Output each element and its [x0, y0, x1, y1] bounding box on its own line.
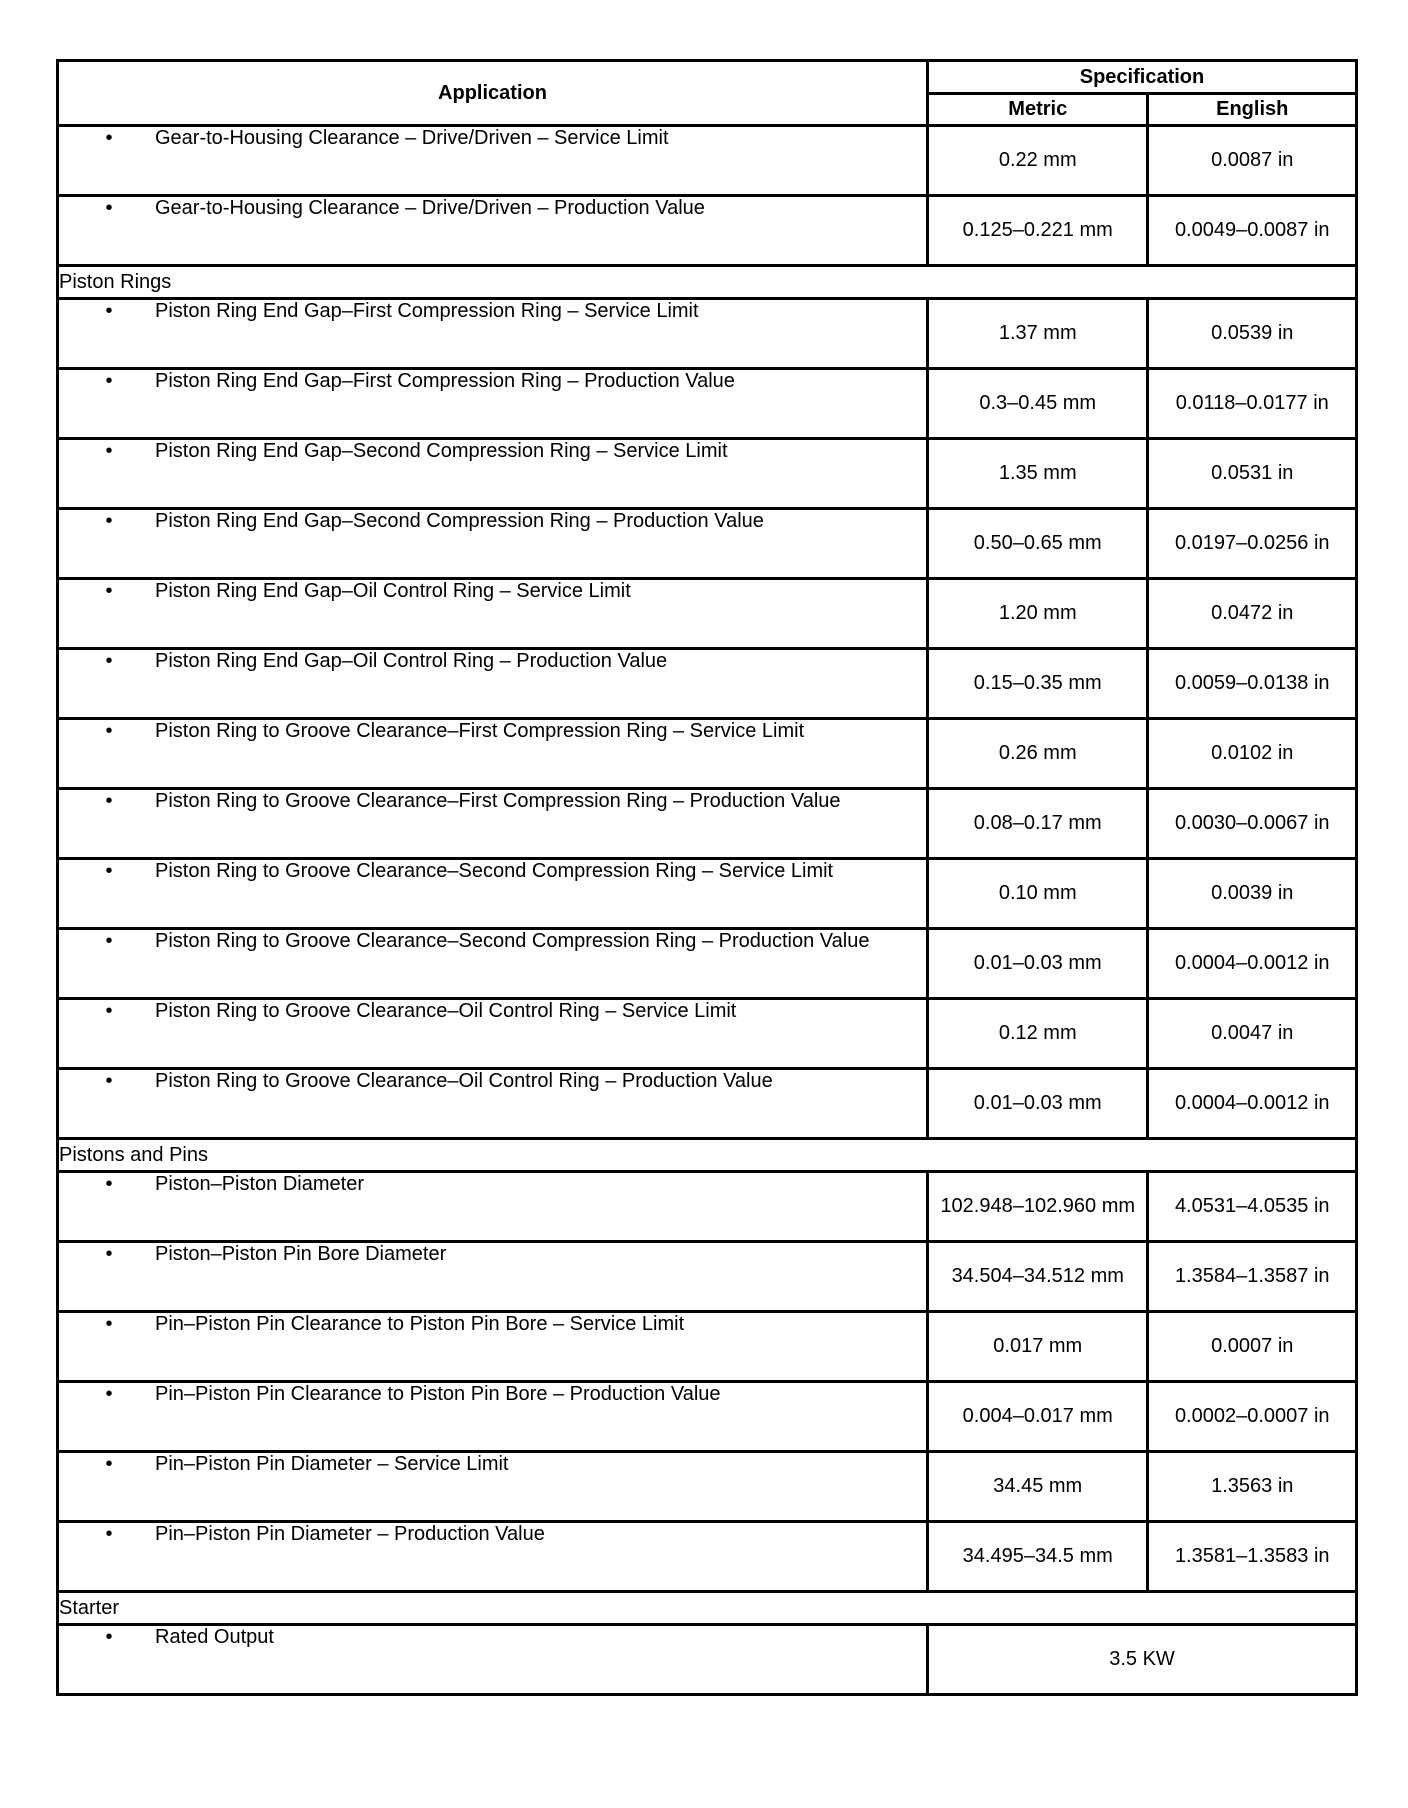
bullet-icon: • [105, 790, 113, 812]
metric-value: 0.50–0.65 mm [927, 509, 1148, 579]
metric-header: Metric [927, 94, 1148, 126]
application-label: Pin–Piston Pin Clearance to Piston Pin Bore – Service Limit [155, 1313, 685, 1335]
application-cell [58, 1522, 928, 1592]
application-label: Rated Output [155, 1626, 274, 1648]
table-row [58, 1172, 1357, 1242]
application-label: Piston Ring to Groove Clearance–Second Compression Ring – Production Value [155, 930, 870, 952]
bullet-icon: • [105, 127, 113, 149]
application-cell [58, 369, 928, 439]
application-cell [58, 1382, 928, 1452]
english-value: 0.0039 in [1148, 859, 1357, 929]
english-value: 1.3584–1.3587 in [1148, 1242, 1357, 1312]
application-cell [58, 1069, 928, 1139]
bullet-icon: • [105, 1070, 113, 1092]
section-label: Starter [58, 1592, 1357, 1625]
bullet-icon: • [105, 1523, 113, 1545]
table-row [58, 1312, 1357, 1382]
application-cell [58, 509, 928, 579]
application-label: Pin–Piston Pin Clearance to Piston Pin Bore – Production Value [155, 1383, 721, 1405]
metric-value: 0.017 mm [927, 1312, 1148, 1382]
application-cell [58, 299, 928, 369]
table-row [58, 1452, 1357, 1522]
metric-value: 34.495–34.5 mm [927, 1522, 1148, 1592]
bullet-icon: • [105, 197, 113, 219]
table-row [58, 196, 1357, 266]
english-value: 1.3581–1.3583 in [1148, 1522, 1357, 1592]
application-cell [58, 719, 928, 789]
section-row [58, 1592, 1357, 1625]
section-row [58, 1139, 1357, 1172]
english-value: 0.0002–0.0007 in [1148, 1382, 1357, 1452]
application-label: Piston Ring End Gap–First Compression Ring – Service Limit [155, 300, 699, 322]
metric-value: 0.3–0.45 mm [927, 369, 1148, 439]
english-value: 0.0531 in [1148, 439, 1357, 509]
bullet-icon: • [105, 510, 113, 532]
application-label: Piston Ring to Groove Clearance–First Compression Ring – Service Limit [155, 720, 805, 742]
application-label: Piston Ring to Groove Clearance–First Compression Ring – Production Value [155, 790, 841, 812]
application-cell [58, 1452, 928, 1522]
header-row-1 [58, 61, 1357, 94]
bullet-icon: • [105, 370, 113, 392]
section-label: Pistons and Pins [58, 1139, 1357, 1172]
application-label: Piston Ring End Gap–Second Compression Ring – Service Limit [155, 440, 728, 462]
english-value: 0.0197–0.0256 in [1148, 509, 1357, 579]
bullet-icon: • [105, 1626, 113, 1648]
english-value: 0.0059–0.0138 in [1148, 649, 1357, 719]
english-value: 0.0118–0.0177 in [1148, 369, 1357, 439]
english-value: 0.0102 in [1148, 719, 1357, 789]
application-cell [58, 649, 928, 719]
application-label: Piston–Piston Diameter [155, 1173, 364, 1195]
application-label: Gear-to-Housing Clearance – Drive/Driven – Service Limit [155, 127, 669, 149]
bullet-icon: • [105, 1313, 113, 1335]
english-value: 4.0531–4.0535 in [1148, 1172, 1357, 1242]
application-label: Pin–Piston Pin Diameter – Service Limit [155, 1453, 509, 1475]
application-label: Piston Ring End Gap–First Compression Ring – Production Value [155, 370, 735, 392]
table-row [58, 999, 1357, 1069]
bullet-icon: • [105, 720, 113, 742]
metric-value: 0.12 mm [927, 999, 1148, 1069]
spec-value-cell: 3.5 KW [927, 1625, 1356, 1695]
metric-value: 1.20 mm [927, 579, 1148, 649]
metric-value: 34.45 mm [927, 1452, 1148, 1522]
table-row [58, 789, 1357, 859]
table-row [58, 1069, 1357, 1139]
bullet-icon: • [105, 1243, 113, 1265]
application-label: Pin–Piston Pin Diameter – Production Value [155, 1523, 545, 1545]
metric-value: 102.948–102.960 mm [927, 1172, 1148, 1242]
english-value: 1.3563 in [1148, 1452, 1357, 1522]
metric-value: 0.22 mm [927, 126, 1148, 196]
specification-header: Specification [927, 61, 1356, 94]
table-row [58, 369, 1357, 439]
bullet-icon: • [105, 650, 113, 672]
english-value: 0.0004–0.0012 in [1148, 1069, 1357, 1139]
table-row [58, 579, 1357, 649]
bullet-icon: • [105, 580, 113, 602]
metric-value: 0.125–0.221 mm [927, 196, 1148, 266]
bullet-icon: • [105, 1453, 113, 1475]
application-label: Piston Ring End Gap–Oil Control Ring – Production Value [155, 650, 668, 672]
application-label: Piston–Piston Pin Bore Diameter [155, 1243, 447, 1265]
metric-value: 1.35 mm [927, 439, 1148, 509]
application-label: Piston Ring to Groove Clearance–Oil Control Ring – Production Value [155, 1070, 773, 1092]
metric-value: 1.37 mm [927, 299, 1148, 369]
table-row [58, 1522, 1357, 1592]
english-header: English [1148, 94, 1357, 126]
table-row [58, 1382, 1357, 1452]
english-value: 0.0030–0.0067 in [1148, 789, 1357, 859]
application-cell [58, 579, 928, 649]
table-row [58, 649, 1357, 719]
english-value: 0.0007 in [1148, 1312, 1357, 1382]
application-label: Piston Ring to Groove Clearance–Oil Control Ring – Service Limit [155, 1000, 737, 1022]
table-row [58, 1242, 1357, 1312]
english-value: 0.0004–0.0012 in [1148, 929, 1357, 999]
application-cell [58, 999, 928, 1069]
application-cell [58, 929, 928, 999]
table-row [58, 929, 1357, 999]
application-cell [58, 196, 928, 266]
metric-value: 34.504–34.512 mm [927, 1242, 1148, 1312]
bullet-icon: • [105, 1383, 113, 1405]
bullet-icon: • [105, 930, 113, 952]
bullet-icon: • [105, 1000, 113, 1022]
application-label: Gear-to-Housing Clearance – Drive/Driven – Production Value [155, 197, 705, 219]
application-header: Application [58, 61, 928, 126]
bullet-icon: • [105, 440, 113, 462]
section-row [58, 266, 1357, 299]
table-row [58, 719, 1357, 789]
table-row [58, 126, 1357, 196]
english-value: 0.0047 in [1148, 999, 1357, 1069]
metric-value: 0.01–0.03 mm [927, 1069, 1148, 1139]
metric-value: 0.10 mm [927, 859, 1148, 929]
application-cell [58, 1242, 928, 1312]
metric-value: 0.01–0.03 mm [927, 929, 1148, 999]
spec-body [58, 126, 1357, 1695]
application-label: Piston Ring End Gap–Oil Control Ring – Service Limit [155, 580, 631, 602]
metric-value: 0.08–0.17 mm [927, 789, 1148, 859]
english-value: 0.0087 in [1148, 126, 1357, 196]
application-cell [58, 1312, 928, 1382]
application-cell [58, 1625, 928, 1695]
application-label: Piston Ring to Groove Clearance–Second Compression Ring – Service Limit [155, 860, 834, 882]
metric-value: 0.15–0.35 mm [927, 649, 1148, 719]
metric-value: 0.004–0.017 mm [927, 1382, 1148, 1452]
english-value: 0.0539 in [1148, 299, 1357, 369]
section-label: Piston Rings [58, 266, 1357, 299]
application-cell [58, 1172, 928, 1242]
application-label: Piston Ring End Gap–Second Compression Ring – Production Value [155, 510, 764, 532]
table-row [58, 859, 1357, 929]
bullet-icon: • [105, 860, 113, 882]
table-row [58, 509, 1357, 579]
table-row [58, 299, 1357, 369]
english-value: 0.0472 in [1148, 579, 1357, 649]
spec-table [56, 59, 1358, 1696]
application-cell [58, 789, 928, 859]
bullet-icon: • [105, 1173, 113, 1195]
application-cell [58, 439, 928, 509]
application-cell [58, 859, 928, 929]
table-row [58, 1625, 1357, 1695]
english-value: 0.0049–0.0087 in [1148, 196, 1357, 266]
metric-value: 0.26 mm [927, 719, 1148, 789]
bullet-icon: • [105, 300, 113, 322]
table-row [58, 439, 1357, 509]
application-cell [58, 126, 928, 196]
